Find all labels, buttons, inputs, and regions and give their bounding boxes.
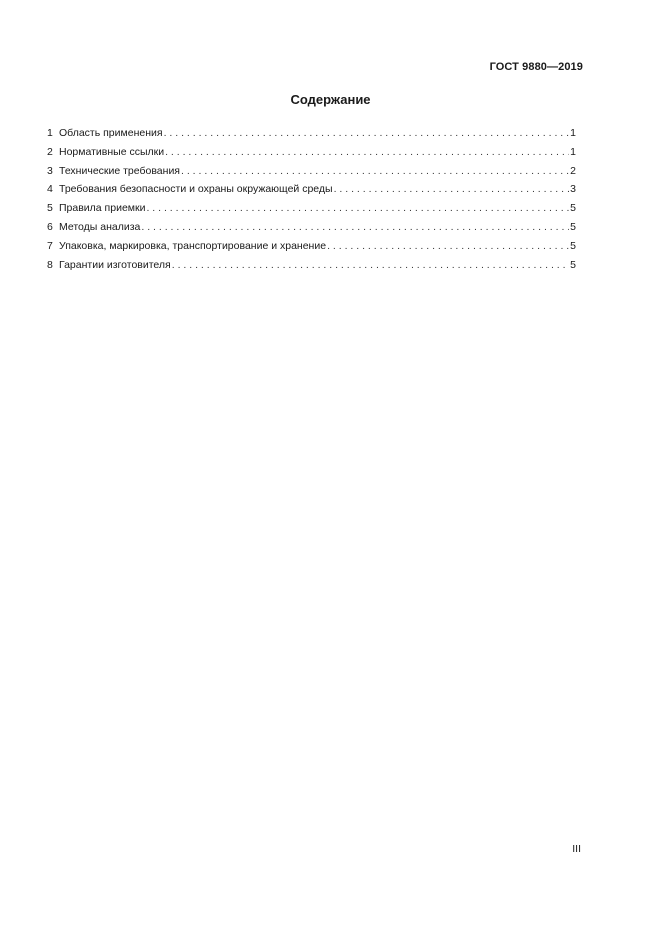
table-of-contents	[47, 124, 576, 274]
toc-entry-label: Упаковка, маркировка, транспортирование и хранение	[59, 239, 327, 252]
toc-dot-leader	[172, 256, 569, 275]
toc-entry-number: 5	[47, 202, 53, 215]
toc-entry-number: 1	[47, 127, 53, 139]
toc-entry-label: Технические требования	[59, 164, 180, 177]
toc-dot-leader	[165, 143, 569, 162]
toc-dot-leader	[141, 218, 569, 237]
toc-entry-number: 7	[47, 239, 53, 252]
toc-entry-number: 3	[47, 164, 53, 177]
toc-entry-number: 8	[47, 258, 53, 271]
toc-entry-page: 2	[570, 164, 576, 177]
page-number: III	[572, 843, 581, 855]
toc-entry-label: Гарантии изготовителя	[59, 258, 171, 271]
toc-entry-page: 1	[570, 127, 576, 139]
toc-entry-technical-requirements[interactable]	[47, 162, 576, 181]
toc-dot-leader	[334, 180, 570, 199]
toc-entry-label: Область применения	[59, 127, 163, 139]
toc-entry-number: 4	[47, 183, 53, 196]
toc-entry-normative-references[interactable]	[47, 143, 576, 162]
toc-entry-page: 1	[570, 145, 576, 158]
toc-entry-label: Правила приемки	[59, 202, 146, 215]
toc-entry-number: 6	[47, 220, 53, 233]
toc-entry-safety-requirements[interactable]	[47, 180, 576, 199]
toc-entry-acceptance-rules[interactable]	[47, 199, 576, 218]
toc-entry-page: 5	[570, 202, 576, 215]
toc-entry-label: Нормативные ссылки	[59, 145, 165, 158]
toc-dot-leader	[146, 199, 569, 218]
toc-dot-leader	[164, 124, 570, 143]
toc-entry-label: Требования безопасности и охраны окружающей среды	[59, 183, 333, 196]
toc-entry-page: 5	[570, 239, 576, 252]
document-code: ГОСТ 9880—2019	[489, 61, 583, 73]
toc-entry-number: 2	[47, 145, 53, 158]
toc-entry-page: 3	[570, 183, 576, 196]
toc-entry-packaging[interactable]	[47, 237, 576, 256]
toc-entry-analysis-methods[interactable]	[47, 218, 576, 237]
toc-entry-manufacturer-warranty[interactable]	[47, 256, 576, 275]
toc-entry-label: Методы анализа	[59, 220, 141, 233]
toc-dot-leader	[327, 237, 569, 256]
toc-entry-scope[interactable]	[47, 124, 576, 143]
toc-entry-page: 5	[570, 258, 576, 271]
toc-title: Содержание	[290, 92, 371, 107]
toc-dot-leader	[181, 162, 569, 181]
toc-entry-page: 5	[570, 220, 576, 233]
